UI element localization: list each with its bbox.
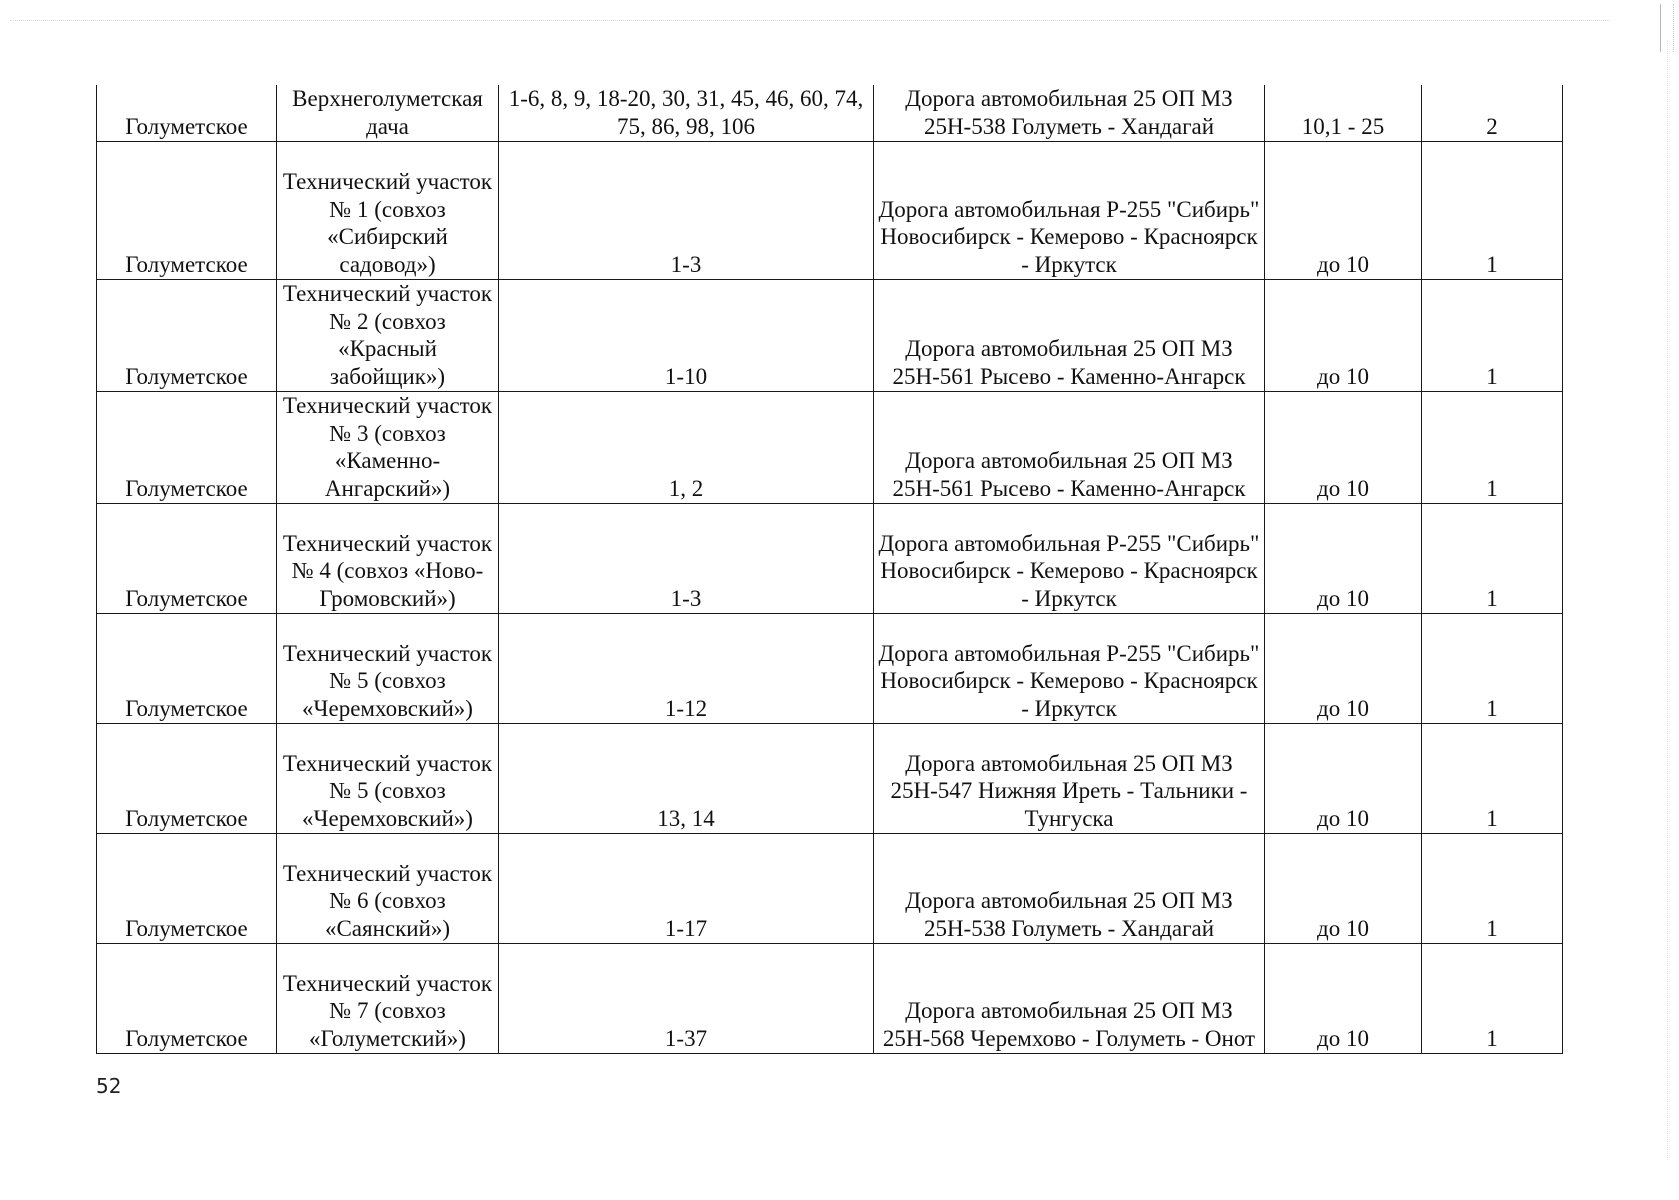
quarters-cell: 1, 2 <box>499 392 874 504</box>
forestry-cell: Технический участок № 7 (совхоз «Голуметский») <box>277 944 499 1054</box>
forestry-cell: Технический участок № 5 (совхоз «Черемховский») <box>277 614 499 724</box>
road-cell: Дорога автомобильная 25 ОП МЗ 25Н-561 Рысево - Каменно-Ангарск <box>874 392 1265 504</box>
class-cell: 1 <box>1422 392 1563 504</box>
table-row <box>97 504 1563 614</box>
forestry-cell: Верхнеголуметская дача <box>277 85 499 142</box>
scan-right-edge <box>1667 40 1668 1160</box>
settlement-cell: Голуметское <box>97 834 277 944</box>
settlement-cell: Голуметское <box>97 85 277 142</box>
table-row <box>97 85 1563 142</box>
distance-cell: до 10 <box>1265 504 1422 614</box>
class-cell: 1 <box>1422 142 1563 280</box>
quarters-cell: 1-10 <box>499 280 874 392</box>
table-row <box>97 614 1563 724</box>
quarters-cell: 1-37 <box>499 944 874 1054</box>
road-cell: Дорога автомобильная 25 ОП МЗ 25Н-568 Черемхово - Голуметь - Онот <box>874 944 1265 1054</box>
quarters-cell: 13, 14 <box>499 724 874 834</box>
class-cell: 2 <box>1422 85 1563 142</box>
forestry-cell: Технический участок № 2 (совхоз «Красный забойщик») <box>277 280 499 392</box>
distance-cell: до 10 <box>1265 280 1422 392</box>
road-cell: Дорога автомобильная 25 ОП МЗ 25Н-547 Нижняя Иреть - Тальники - Тунгуска <box>874 724 1265 834</box>
forestry-cell: Технический участок № 4 (совхоз «Ново-Громовский») <box>277 504 499 614</box>
road-cell: Дорога автомобильная Р-255 "Сибирь" Новосибирск - Кемерово - Красноярск - Иркутск <box>874 142 1265 280</box>
table-row <box>97 834 1563 944</box>
road-cell: Дорога автомобильная 25 ОП МЗ 25Н-538 Голуметь - Хандагай <box>874 834 1265 944</box>
class-cell: 1 <box>1422 504 1563 614</box>
forestry-cell: Технический участок № 6 (совхоз «Саянский») <box>277 834 499 944</box>
forestry-cell: Технический участок № 5 (совхоз «Черемховский») <box>277 724 499 834</box>
quarters-cell: 1-3 <box>499 142 874 280</box>
quarters-cell: 1-17 <box>499 834 874 944</box>
class-cell: 1 <box>1422 280 1563 392</box>
class-cell: 1 <box>1422 834 1563 944</box>
forest-roads-table <box>96 85 1563 1054</box>
scan-top-edge <box>10 20 1610 21</box>
road-cell: Дорога автомобильная 25 ОП МЗ 25Н-538 Голуметь - Хандагай <box>874 85 1265 142</box>
table-body <box>97 85 1563 1054</box>
table-row <box>97 944 1563 1054</box>
settlement-cell: Голуметское <box>97 944 277 1054</box>
table-row <box>97 280 1563 392</box>
settlement-cell: Голуметское <box>97 392 277 504</box>
distance-cell: до 10 <box>1265 834 1422 944</box>
settlement-cell: Голуметское <box>97 504 277 614</box>
distance-cell: до 10 <box>1265 142 1422 280</box>
quarters-cell: 1-3 <box>499 504 874 614</box>
table-row <box>97 392 1563 504</box>
road-cell: Дорога автомобильная Р-255 "Сибирь" Новосибирск - Кемерово - Красноярск - Иркутск <box>874 504 1265 614</box>
class-cell: 1 <box>1422 614 1563 724</box>
class-cell: 1 <box>1422 724 1563 834</box>
settlement-cell: Голуметское <box>97 142 277 280</box>
quarters-cell: 1-6, 8, 9, 18-20, 30, 31, 45, 46, 60, 74, 75, 86, 98, 106 <box>499 85 874 142</box>
scan-binding-mark <box>1660 4 1674 52</box>
forestry-cell: Технический участок № 1 (совхоз «Сибирский садовод») <box>277 142 499 280</box>
distance-cell: 10,1 - 25 <box>1265 85 1422 142</box>
quarters-cell: 1-12 <box>499 614 874 724</box>
settlement-cell: Голуметское <box>97 724 277 834</box>
distance-cell: до 10 <box>1265 944 1422 1054</box>
distance-cell: до 10 <box>1265 392 1422 504</box>
class-cell: 1 <box>1422 944 1563 1054</box>
settlement-cell: Голуметское <box>97 280 277 392</box>
table-row <box>97 724 1563 834</box>
table-row <box>97 142 1563 280</box>
settlement-cell: Голуметское <box>97 614 277 724</box>
forestry-cell: Технический участок № 3 (совхоз «Каменно-Ангарский») <box>277 392 499 504</box>
road-cell: Дорога автомобильная 25 ОП МЗ 25Н-561 Рысево - Каменно-Ангарск <box>874 280 1265 392</box>
page-number: 52 <box>96 1074 122 1098</box>
road-cell: Дорога автомобильная Р-255 "Сибирь" Новосибирск - Кемерово - Красноярск - Иркутск <box>874 614 1265 724</box>
distance-cell: до 10 <box>1265 724 1422 834</box>
distance-cell: до 10 <box>1265 614 1422 724</box>
